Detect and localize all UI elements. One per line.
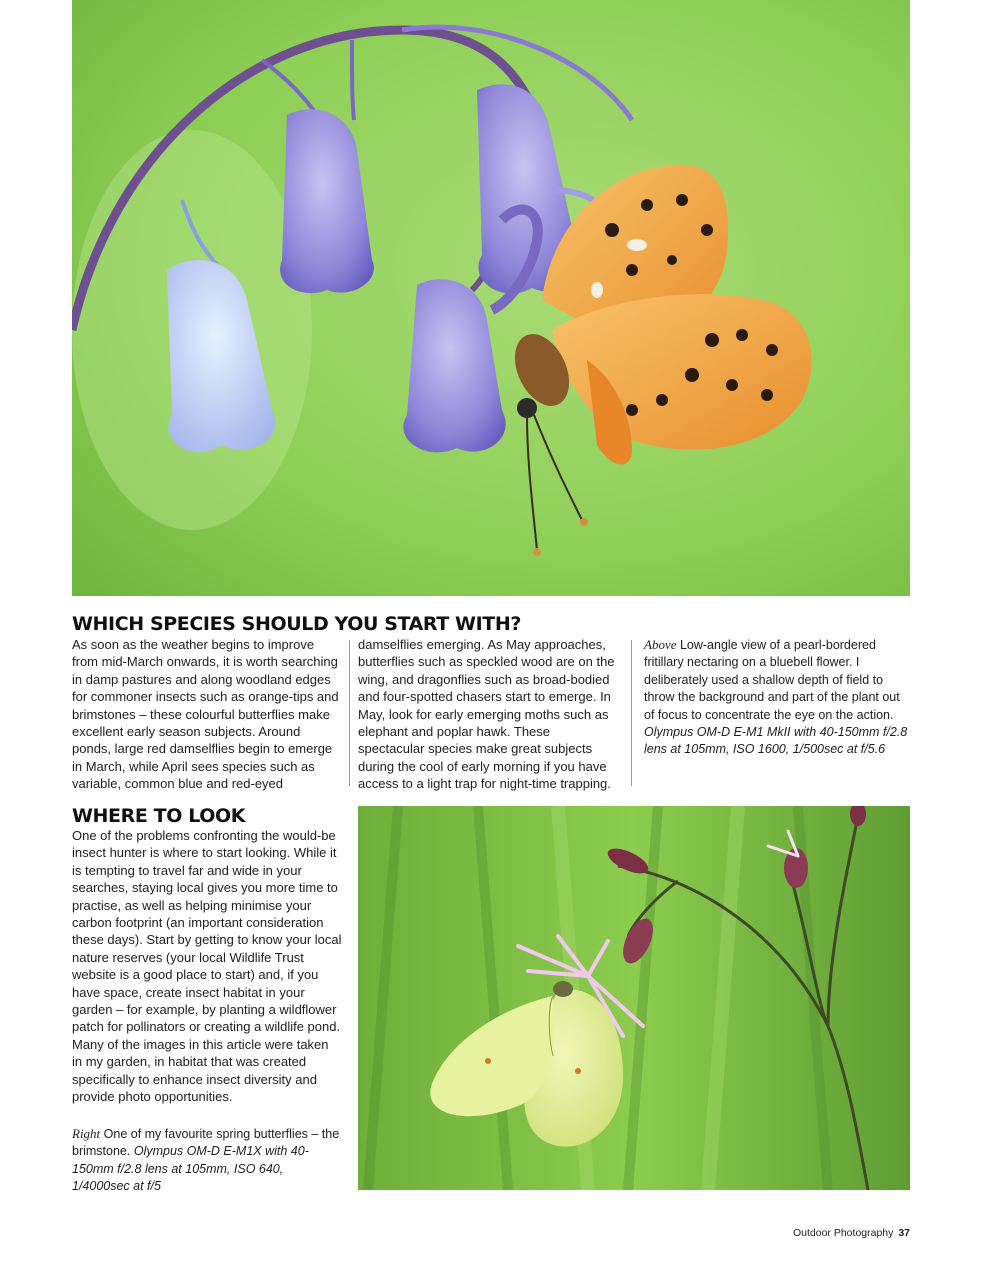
- caption-lead: Right: [72, 1126, 101, 1141]
- brimstone-photo: [358, 806, 910, 1190]
- fritillary-photo: [72, 0, 910, 596]
- body-text-column-1: As soon as the weather begins to improve from mid-March onwards, it is worth searching in damp pastures and along woodland edges for commoner insects such as orange-tips and brimstones – these colourful butterflies make excellent early season subjects. Around ponds, large red damselflies begin to emerge in March, while April sees species such as variable, common blue and red-eyed: [72, 637, 339, 792]
- caption-tech-details: Olympus OM-D E-M1X with 40-150mm f/2.8 lens at 105mm, ISO 640, 1/4000sec at f/5: [72, 1144, 309, 1194]
- caption-tech-details: Olympus OM-D E-M1 MkII with 40-150mm f/2.8 lens at 105mm, ISO 1600, 1/500sec at f/5.6: [644, 725, 908, 757]
- column-divider: [349, 640, 350, 786]
- body-text-where: One of the problems confronting the would-be insect hunter is where to start looking. While it is tempting to travel far and wide in your searches, staying local gives you more time to practise, as well as helping minimise your carbon footprint (an important consideration these days). Start by getting to know your local nature reserves (your local Wildlife Trust website is a good place to start) and, if you have space, create insect habitat in your garden – for example, by planting a wildflower patch for pollinators or creating a wildlife pond. Many of the images in this article were taken in my garden, in habitat that was created specifically to enhance insect diversity and provide photo opportunities.: [72, 828, 342, 1105]
- magazine-name: Outdoor Photography: [792, 1227, 894, 1239]
- caption-text: Low-angle view of a pearl-bordered fritillary nectaring on a bluebell flower. I deliberately used a shallow depth of field to throw the background and part of the plant out of focus to concentrate the eye on the action.: [644, 638, 900, 722]
- column-divider: [631, 640, 632, 786]
- page-footer: [793, 1227, 910, 1239]
- page-number: 37: [898, 1227, 910, 1239]
- section-heading-species: WHICH SPECIES SHOULD YOU START WITH?: [72, 613, 521, 635]
- body-text-column-2: damselflies emerging. As May approaches, butterflies such as speckled wood are on the wing, and dragonflies such as broad-bodied and four-spotted chasers start to emerge. In May, look for early emerging moths such as elephant and poplar hawk. These spectacular species make great subjects during the cool of early morning if you have access to a light trap for night-time trapping.: [358, 637, 615, 792]
- section-heading-where: WHERE TO LOOK: [72, 805, 246, 827]
- caption-text: One of my favourite spring butterflies – the brimstone.: [72, 1127, 340, 1159]
- caption-above: [644, 636, 912, 759]
- caption-right: [72, 1125, 342, 1196]
- caption-lead: Above: [644, 637, 677, 652]
